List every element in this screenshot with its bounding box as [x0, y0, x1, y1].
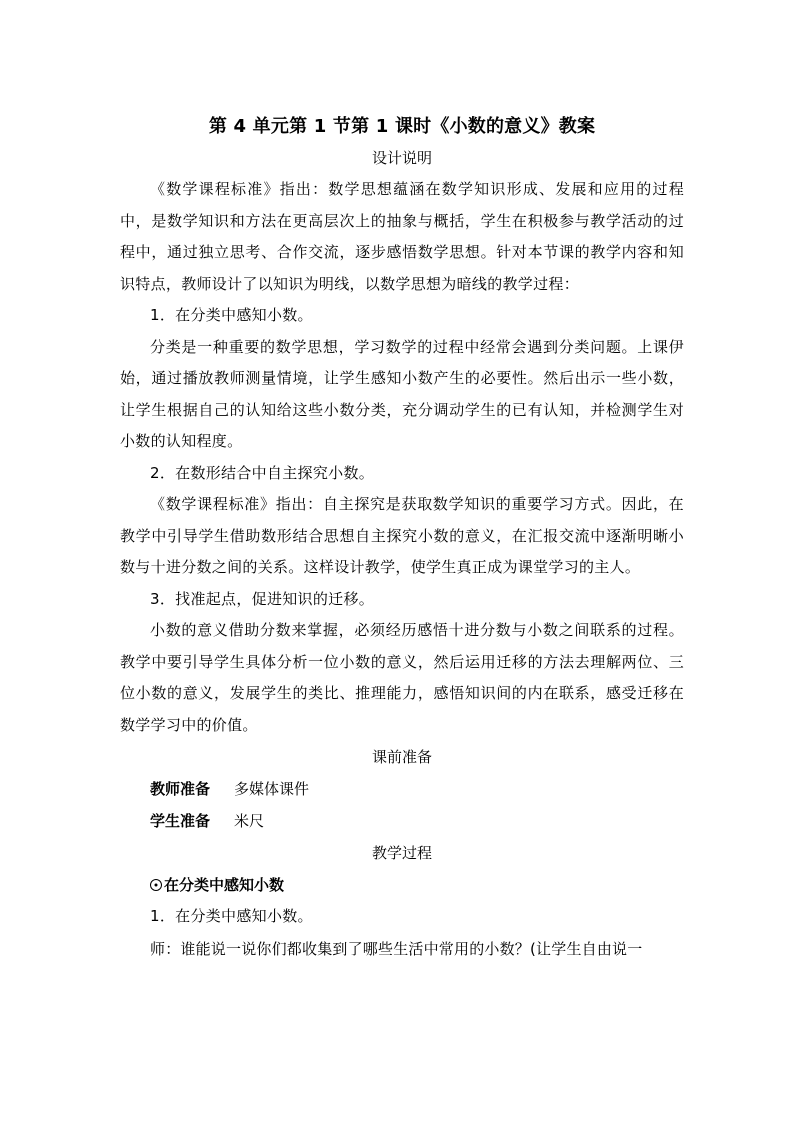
teacher-prep-value: 多媒体课件 — [234, 780, 310, 798]
point-3-heading: 3．找准起点，促进知识的迁移。 — [150, 589, 375, 608]
circled-dot-icon — [150, 879, 162, 891]
point-2-heading: 2．在数形结合中自主探究小数。 — [150, 463, 375, 482]
design-heading: 设计说明 — [371, 149, 432, 167]
student-prep-value: 米尺 — [234, 812, 265, 830]
section-1-title: 在分类中感知小数 — [164, 876, 285, 894]
teacher-prep-row — [120, 773, 684, 805]
point-1-body: 分类是一种重要的数学思想，学习数学的过程中经常会遇到分类问题。上课伊始，通过播放教师测量情境，让学生感知小数产生的必要性。然后出示一些小数，让学生根据自己的认知给这些小数分类，充分调动学生的已有认知，并检测学生对小数的认知程度。 — [120, 337, 684, 450]
prep-heading: 课前准备 — [371, 748, 432, 766]
intro-paragraph: 《数学课程标准》指出：数学思想蕴涵在数学知识形成、发展和应用的过程中，是数学知识和方法在更高层次上的抽象与概括，学生在积极参与教学活动的过程中，通过独立思考、合作交流，逐步感悟数学思想。针对本节课的教学内容和知识特点，教师设计了以知识为明线，以数学思想为暗线的教学过程： — [120, 180, 684, 293]
point-2-body: 《数学课程标准》指出：自主探究是获取数学知识的重要学习方式。因此，在教学中引导学生借助数形结合思想自主探究小数的意义，在汇报交流中逐渐明晰小数与十进分数之间的关系。这样设计教学，使学生真正成为课堂学习的主人。 — [120, 495, 684, 576]
teacher-prep-label: 教师准备 — [150, 780, 211, 798]
section-1-item: 1．在分类中感知小数。 — [150, 907, 313, 925]
teacher-dialog-line: 师：谁能说一说你们都收集到了哪些生活中常用的小数？(让学生自由说一 — [150, 939, 643, 958]
process-heading: 教学过程 — [371, 844, 432, 862]
document-title: 第 4 单元第 1 节第 1 课时《小数的意义》教案 — [208, 116, 596, 137]
point-3-body: 小数的意义借助分数来掌握，必须经历感悟十进分数与小数之间联系的过程。教学中要引导学生具体分析一位小数的意义，然后运用迁移的方法去理解两位、三位小数的意义，发展学生的类比、推理能力，感悟知识间的内在联系，感受迁移在数学学习中的价值。 — [120, 621, 684, 734]
student-prep-row — [120, 805, 684, 837]
point-1-heading: 1．在分类中感知小数。 — [150, 306, 313, 324]
student-prep-label: 学生准备 — [150, 812, 211, 830]
section-1-heading — [120, 869, 684, 901]
document-body — [120, 112, 684, 965]
